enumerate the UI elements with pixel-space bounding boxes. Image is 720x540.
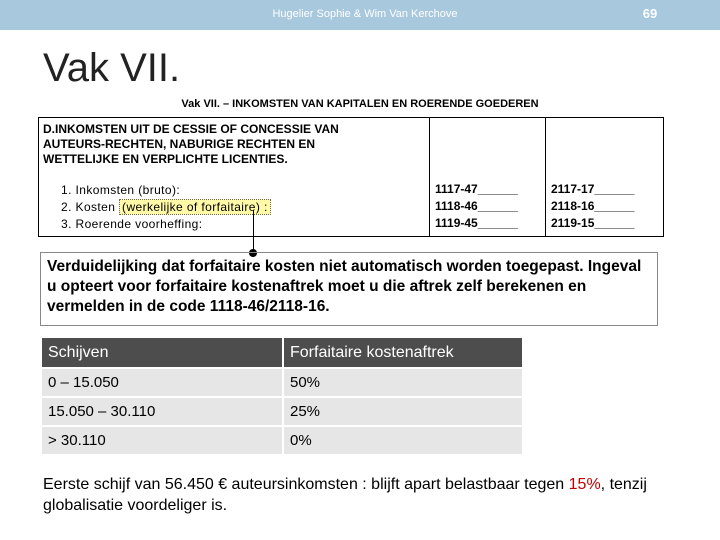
table-cell: 0% bbox=[283, 426, 522, 454]
code-column-1 bbox=[435, 181, 518, 232]
table-row bbox=[42, 426, 522, 454]
table-header-deduction: Forfaitaire kostenaftrek bbox=[283, 338, 522, 368]
table-header-brackets: Schijven bbox=[42, 338, 283, 368]
form-item-income: 1. Inkomsten (bruto): bbox=[61, 183, 181, 197]
table-cell: 25% bbox=[283, 397, 522, 426]
footer-text: Eerste schijf van 56.450 € auteursinkomsten : blijft apart belastbaar tegen bbox=[43, 476, 569, 493]
form-item-costs bbox=[61, 199, 271, 216]
code-field: 1118-46______ bbox=[435, 199, 518, 213]
footer-note bbox=[43, 474, 673, 516]
table-row bbox=[42, 397, 522, 426]
explanation-note: Verduidelijking dat forfaitaire kosten niet automatisch worden toegepast. Ingeval u opteert voor forfaitaire kostenaftrek moet u die aftrek zelf berekenen en vermelden in de code 1118-46/2118-16. bbox=[40, 252, 658, 326]
code-field: 1119-45______ bbox=[435, 216, 518, 230]
slide-number: 69 bbox=[642, 6, 658, 21]
form-item-withholding: 3. Roerende voorheffing: bbox=[61, 217, 203, 231]
table-row bbox=[42, 368, 522, 397]
code-field: 2119-15______ bbox=[551, 216, 635, 230]
footer-highlight-rate: 15% bbox=[568, 476, 601, 493]
form-item-costs-highlight: (werkelijke of forfaitaire) : bbox=[119, 199, 271, 215]
code-field: 2117-17______ bbox=[551, 182, 635, 196]
form-item-costs-label: 2. Kosten bbox=[61, 200, 120, 214]
form-column-divider bbox=[429, 118, 430, 236]
table-cell: 15.050 – 30.110 bbox=[42, 397, 283, 426]
form-heading-line: WETTELIJKE EN VERPLICHTE LICENTIES. bbox=[43, 152, 288, 166]
deduction-table bbox=[42, 338, 522, 454]
footer-text-end: , tenzij globalisatie voordeliger is. bbox=[43, 476, 647, 514]
code-field: 1117-47______ bbox=[435, 182, 518, 196]
tax-form-excerpt bbox=[38, 117, 664, 237]
form-items bbox=[61, 182, 271, 233]
code-field: 2118-16______ bbox=[551, 199, 635, 213]
slide-title: Vak VII. bbox=[43, 46, 181, 90]
header-author: Hugelier Sophie & Wim Van Kerchove bbox=[272, 8, 458, 20]
form-heading-line: D.INKOMSTEN UIT DE CESSIE OF CONCESSIE VAN bbox=[43, 122, 339, 136]
table-cell: 0 – 15.050 bbox=[42, 368, 283, 397]
table-header-row bbox=[42, 338, 522, 368]
table-cell: > 30.110 bbox=[42, 426, 283, 454]
code-column-2 bbox=[551, 181, 634, 232]
connector-line bbox=[253, 210, 254, 252]
table-cell: 50% bbox=[283, 368, 522, 397]
form-heading-line: AUTEURS-RECHTEN, NABURIGE RECHTEN EN bbox=[43, 137, 316, 151]
form-heading bbox=[43, 122, 423, 167]
form-column-divider bbox=[545, 118, 546, 236]
slide-subtitle: Vak VII. – INKOMSTEN VAN KAPITALEN EN ROERENDE GOEDEREN bbox=[181, 98, 539, 110]
header-bar bbox=[0, 0, 720, 30]
